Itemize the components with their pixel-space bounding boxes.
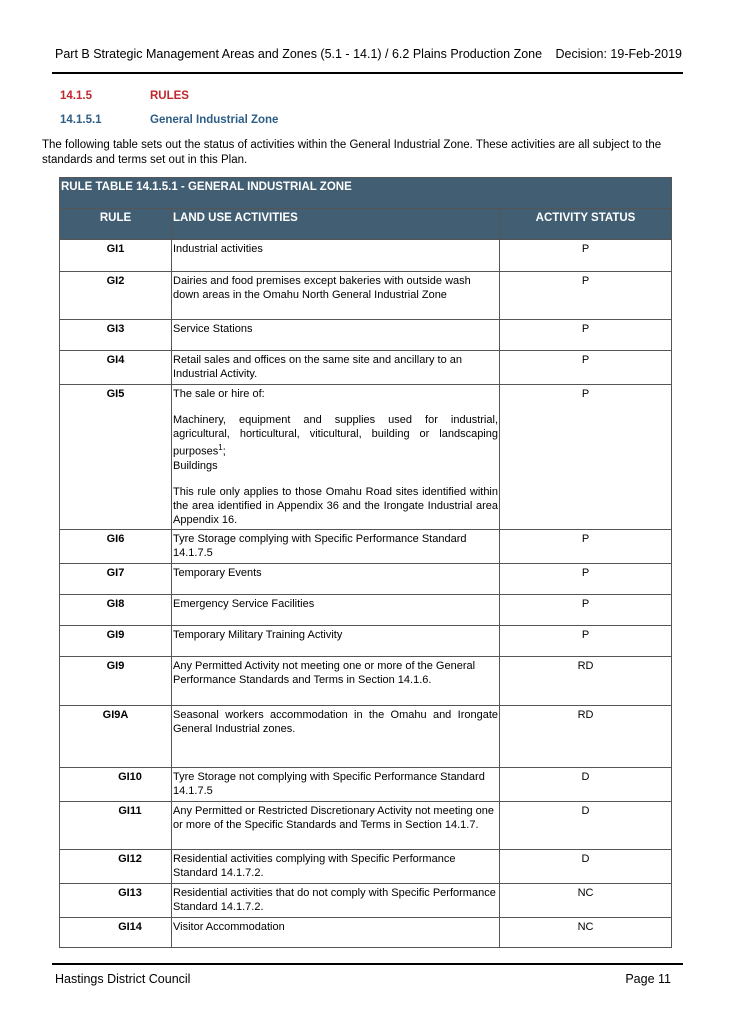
rule-code: GI10 [60, 767, 172, 801]
section-number: 14.1.5 [60, 90, 92, 102]
activity-text: Tyre Storage complying with Specific Performance Standard 14.1.7.5 [172, 529, 500, 563]
table-row [60, 625, 672, 656]
table-header-row [60, 209, 672, 240]
activity-status: P [500, 320, 672, 351]
activity-text: Any Permitted Activity not meeting one or more of the General Performance Standards and Terms in Section 14.1.6. [172, 656, 500, 705]
rule-code: GI7 [60, 563, 172, 594]
header-status: ACTIVITY STATUS [500, 209, 672, 240]
rule-code: GI4 [60, 351, 172, 385]
activity-status: P [500, 594, 672, 625]
activity-text: Any Permitted or Restricted Discretionary Activity not meeting one or more of the Specific Standards and Terms in Section 14.1.7. [172, 801, 500, 849]
activity-status: P [500, 625, 672, 656]
activity-intro: The sale or hire of: [173, 388, 265, 400]
activity-machinery-end: ; [222, 445, 226, 458]
subsection-title: General Industrial Zone [150, 114, 279, 126]
header-rule: RULE [60, 209, 172, 240]
header-title: Part B Strategic Management Areas and Zones (5.1 - 14.1) / 6.2 Plains Production Zone [55, 47, 543, 61]
rule-code: GI9 [60, 656, 172, 705]
activity-status: D [500, 767, 672, 801]
activity-status: D [500, 849, 672, 883]
rule-code: GI1 [60, 240, 172, 272]
activity-status: P [500, 385, 672, 530]
rule-code: GI8 [60, 594, 172, 625]
activity-status: P [500, 351, 672, 385]
activity-status: P [500, 240, 672, 272]
table-row [60, 917, 672, 947]
activity-status: D [500, 801, 672, 849]
activity-text: Emergency Service Facilities [172, 594, 500, 625]
table-row [60, 883, 672, 917]
table-row [60, 240, 672, 272]
table-row [60, 529, 672, 563]
footnote-marker: 1 [218, 443, 223, 452]
table-row [60, 272, 672, 320]
intro-paragraph: The following table sets out the status of activities within the General Industrial Zone. These activities are all subject to the standards and terms set out in this Plan. [42, 139, 662, 166]
header-decision-date: Decision: 19-Feb-2019 [555, 47, 682, 61]
header-activities: LAND USE ACTIVITIES [172, 209, 500, 240]
footer-council: Hastings District Council [55, 972, 191, 986]
activity-text: Temporary Events [172, 563, 500, 594]
activity-status: P [500, 563, 672, 594]
activity-text: Seasonal workers accommodation in the Omahu and Irongate General Industrial zones. [172, 705, 500, 767]
activity-buildings: Buildings [173, 459, 218, 472]
activity-status: RD [500, 656, 672, 705]
table-row [60, 563, 672, 594]
activity-text: Residential activities that do not comply with Specific Performance Standard 14.1.7.2. [172, 883, 500, 917]
page-number: Page 11 [625, 972, 671, 986]
activity-text: Temporary Military Training Activity [172, 625, 500, 656]
rule-code: GI9A [60, 705, 172, 767]
rule-code: GI6 [60, 529, 172, 563]
footer-divider [52, 963, 683, 965]
rule-code: GI13 [60, 883, 172, 917]
activity-text: Visitor Accommodation [172, 917, 500, 947]
activity-text: Residential activities complying with Specific Performance Standard 14.1.7.2. [172, 849, 500, 883]
rule-code: GI3 [60, 320, 172, 351]
rule-code: GI5 [60, 385, 172, 530]
activity-status: P [500, 529, 672, 563]
table-row [60, 385, 672, 530]
activity-machinery [173, 413, 498, 459]
table-row [60, 705, 672, 767]
activity-text: Retail sales and offices on the same site and ancillary to an Industrial Activity. [172, 351, 500, 385]
table-row [60, 767, 672, 801]
table-row [60, 656, 672, 705]
rule-code: GI9 [60, 625, 172, 656]
activity-machinery-text: Machinery, equipment and supplies used for industrial, agricultural, horticultural, viticultural, building or landscaping purposes [173, 414, 498, 458]
activity-text: Service Stations [172, 320, 500, 351]
activity-text: Tyre Storage not complying with Specific Performance Standard 14.1.7.5 [172, 767, 500, 801]
rule-code: GI14 [60, 917, 172, 947]
activity-status: NC [500, 917, 672, 947]
table-title: RULE TABLE 14.1.5.1 - GENERAL INDUSTRIAL ZONE [60, 178, 672, 209]
table-row [60, 849, 672, 883]
table-row [60, 594, 672, 625]
activity-text [172, 385, 500, 530]
activity-status: RD [500, 705, 672, 767]
section-title: RULES [150, 90, 189, 102]
rule-table [59, 177, 672, 948]
activity-status: P [500, 272, 672, 320]
activity-text: Industrial activities [172, 240, 500, 272]
activity-text: Dairies and food premises except bakeries with outside wash down areas in the Omahu North General Industrial Zone [172, 272, 500, 320]
rule-code: GI12 [60, 849, 172, 883]
table-row [60, 351, 672, 385]
rule-code: GI11 [60, 801, 172, 849]
table-title-row [60, 178, 672, 209]
rule-code: GI2 [60, 272, 172, 320]
subsection-number: 14.1.5.1 [60, 114, 102, 126]
activity-status: NC [500, 883, 672, 917]
table-row [60, 320, 672, 351]
table-row [60, 801, 672, 849]
header-divider [52, 72, 683, 74]
activity-note: This rule only applies to those Omahu Road sites identified within the area identified in Appendix 36 and the Irongate Industrial area Appendix 16. [173, 485, 498, 526]
